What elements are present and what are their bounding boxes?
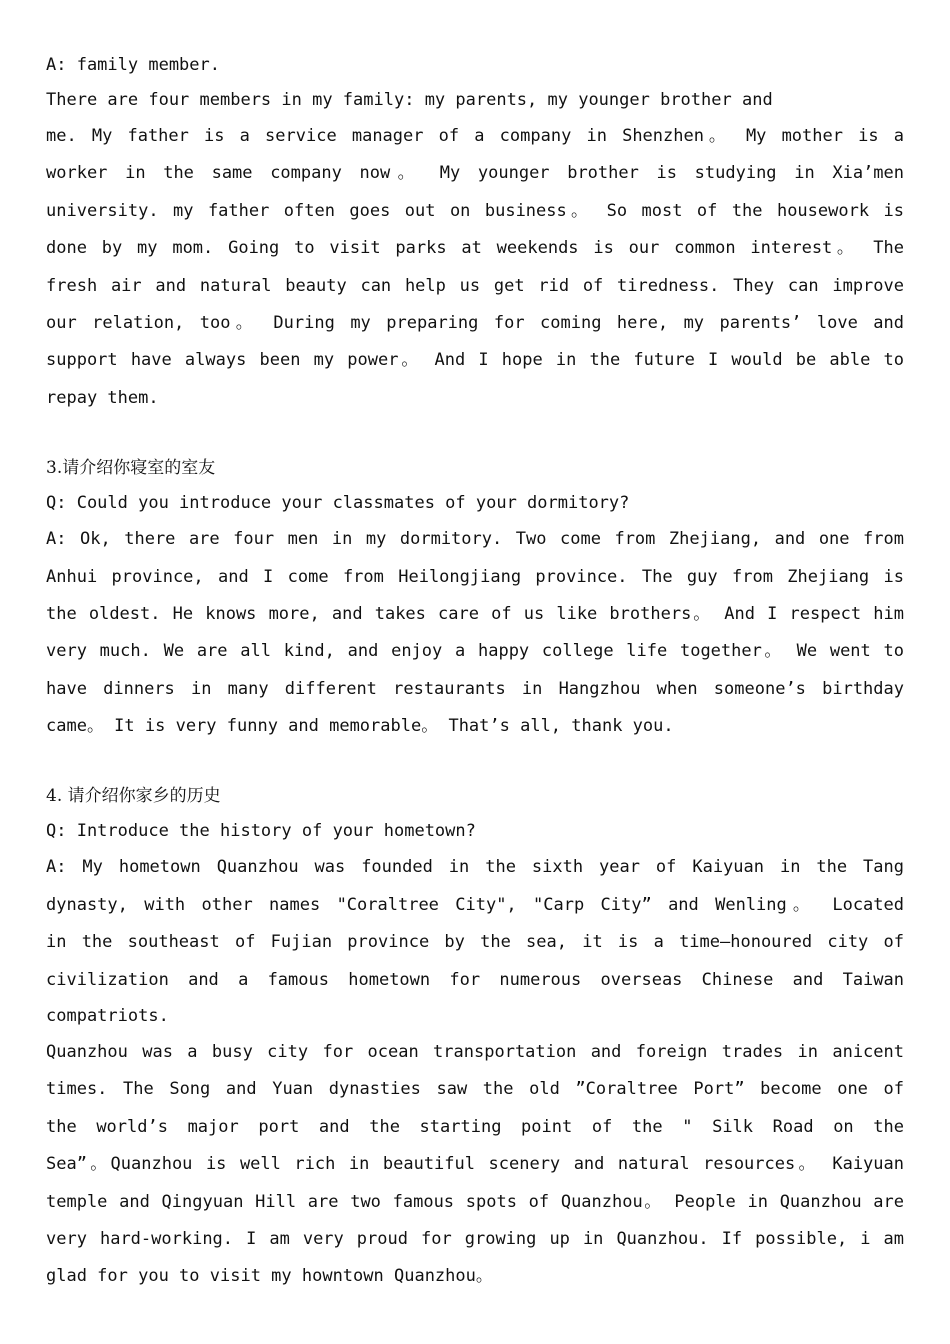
section-3-answer — [46, 521, 904, 745]
paragraph-line: Quanzhou was a busy city for ocean transportation and foreign trades in anicent — [46, 1042, 904, 1063]
family-answer-first-line: There are four members in my family: my parents, my younger brother and — [46, 90, 773, 110]
paragraph-line: temple and Qingyuan Hill are two famous spots of Quanzhou。 People in Quanzhou are — [46, 1191, 904, 1212]
section-4-heading: 4. 请介绍你家乡的历史 — [46, 786, 221, 807]
paragraph-line: civilization and a famous hometown for numerous overseas Chinese and Taiwan — [46, 969, 904, 990]
section-4-answer-part1 — [46, 849, 904, 999]
family-answer-paragraph — [46, 118, 904, 417]
paragraph-line: worker in the same company now。 My younger brother is studying in Xia’men — [46, 163, 904, 184]
paragraph-line: fresh air and natural beauty can help us get rid of tiredness. They can improve — [46, 275, 904, 296]
section-4-answer-part2 — [46, 1034, 904, 1296]
paragraph-line: repay them. — [46, 387, 159, 408]
paragraph-line: our relation, too。 During my preparing for coming here, my parents’ love and — [46, 312, 904, 333]
paragraph-line: Anhui province, and I come from Heilongjiang province. The guy from Zhejiang is — [46, 566, 904, 587]
paragraph-line: Sea”。Quanzhou is well rich in beautiful scenery and natural resources。 Kaiyuan — [46, 1154, 904, 1175]
paragraph-line: me. My father is a service manager of a company in Shenzhen。 My mother is a — [46, 126, 904, 146]
paragraph-line: the world’s major port and the starting point of the " Silk Road on the — [46, 1116, 904, 1137]
paragraph-line: times. The Song and Yuan dynasties saw the old ”Coraltree Port” become one of — [46, 1079, 904, 1100]
paragraph-line: in the southeast of Fujian province by the sea, it is a time—honoured city of — [46, 932, 904, 953]
paragraph-line: glad for you to visit my howntown Quanzhou。 — [46, 1266, 493, 1287]
paragraph-line: have dinners in many different restaurants in Hangzhou when someone’s birthday — [46, 678, 904, 699]
section-spacer — [46, 417, 904, 451]
paragraph-line: university. my father often goes out on business。 So most of the housework is — [46, 200, 904, 221]
paragraph-line: came。 It is very funny and memorable。 That’s all, thank you. — [46, 716, 674, 737]
section-3-question: Q: Could you introduce your classmates of your dormitory? — [46, 493, 630, 514]
family-answer-label: A: family member. — [46, 55, 220, 75]
paragraph-line: done by my mom. Going to visit parks at weekends is our common interest。 The — [46, 238, 904, 259]
paragraph-line: very hard-working. I am very proud for growing up in Quanzhou. If possible, i am — [46, 1228, 904, 1249]
section-3-heading: 3.请介绍你寝室的室友 — [46, 458, 216, 479]
paragraph-line: A: My hometown Quanzhou was founded in the sixth year of Kaiyuan in the Tang — [46, 857, 904, 878]
paragraph-line: compatriots. — [46, 1006, 169, 1027]
paragraph-line: support have always been my power。 And I hope in the future I would be able to — [46, 350, 904, 371]
section-4-question: Q: Introduce the history of your hometown? — [46, 821, 476, 842]
paragraph-line: very much. We are all kind, and enjoy a happy college life together。 We went to — [46, 641, 904, 662]
section-spacer — [46, 745, 904, 779]
paragraph-line: the oldest. He knows more, and takes care of us like brothers。 And I respect him — [46, 603, 904, 624]
paragraph-line: A: Ok, there are four men in my dormitory. Two come from Zhejiang, and one from — [46, 529, 904, 550]
paragraph-line: dynasty, with other names "Coraltree City", "Carp City” and Wenling。 Located — [46, 894, 904, 915]
document-page — [46, 48, 904, 1296]
